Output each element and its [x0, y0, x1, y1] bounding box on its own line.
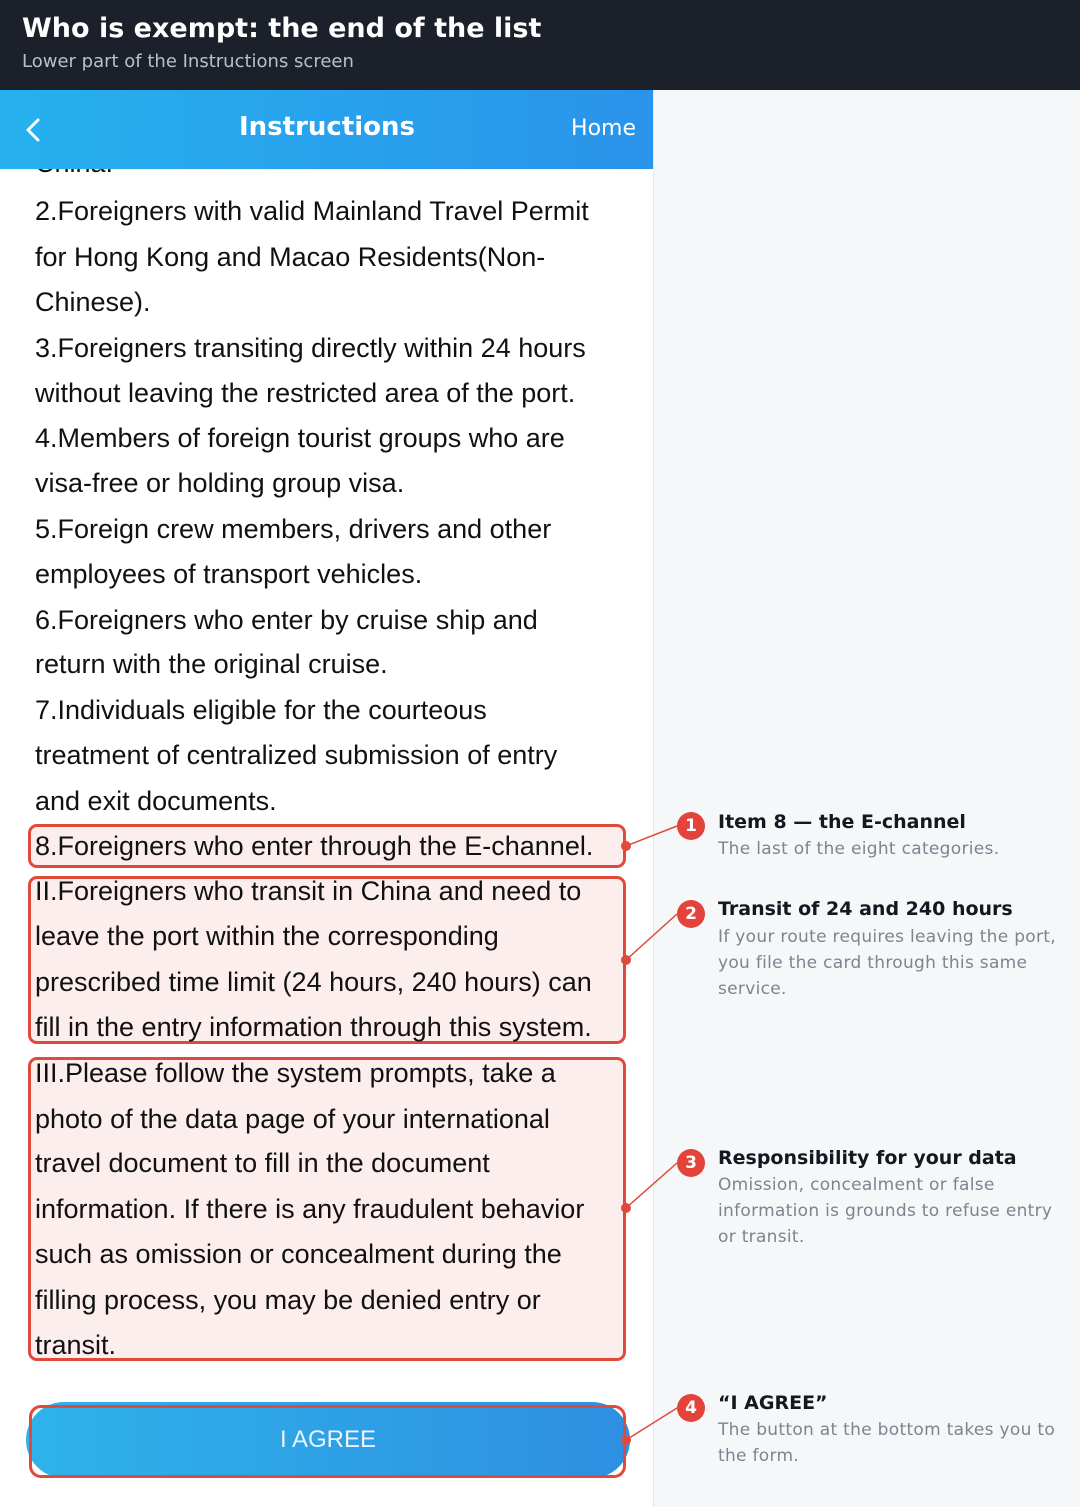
text-line: employees of transport vehicles.	[35, 559, 423, 589]
annotation-badge-2: 2	[677, 900, 705, 928]
text-line: treatment of centralized submission of entry	[35, 740, 558, 770]
nav-bar	[0, 90, 654, 169]
back-chevron-icon[interactable]	[22, 116, 46, 144]
header-title: Who is exempt: the end of the list	[22, 13, 542, 44]
text-line: transit.	[35, 1330, 117, 1360]
annotation-text-1: The last of the eight categories.	[718, 839, 1000, 859]
annotation-title-2: Transit of 24 and 240 hours	[718, 898, 1013, 920]
text-line: 6.Foreigners who enter by cruise ship and	[35, 605, 538, 635]
i-agree-button[interactable]: I AGREE	[26, 1402, 630, 1478]
connector-dot	[621, 1435, 631, 1445]
annotation-text-3: Omission, concealment or false information is grounds to refuse entry or transit.	[718, 1175, 1053, 1247]
text-line: 5.Foreign crew members, drivers and other	[35, 514, 552, 544]
connector-dot	[621, 841, 631, 851]
annotation-text-4: The button at the bottom takes you to the form.	[718, 1420, 1056, 1466]
text-line: leave the port within the corresponding	[35, 921, 499, 951]
text-line: 8.Foreigners who enter through the E-channel.	[35, 831, 594, 861]
text-line: information. If there is any fraudulent behavior	[35, 1194, 585, 1224]
text-line: Chinese).	[35, 287, 151, 317]
text-line: travel document to fill in the document	[35, 1148, 490, 1178]
home-link[interactable]: Home	[571, 116, 636, 141]
text-line: return with the original cruise.	[35, 649, 388, 679]
text-line: photo of the data page of your international	[35, 1104, 550, 1134]
annotation-badge-1: 1	[677, 812, 705, 840]
text-line: fill in the entry information through this system.	[35, 1012, 592, 1042]
text-line: visa-free or holding group visa.	[35, 468, 405, 498]
text-line: such as omission or concealment during the	[35, 1239, 562, 1269]
annotation-text-2: If your route requires leaving the port, you file the card through this same service.	[718, 927, 1056, 999]
annotation-badge-4: 4	[677, 1394, 705, 1422]
text-line: filling process, you may be denied entry or	[35, 1285, 541, 1315]
text-line: prescribed time limit (24 hours, 240 hours) can	[35, 967, 592, 997]
nav-title: Instructions	[238, 112, 416, 142]
text-line: for Hong Kong and Macao Residents(Non-	[35, 242, 546, 272]
connector-dot	[621, 1203, 631, 1213]
text-line: 7.Individuals eligible for the courteous	[35, 695, 487, 725]
text-line: without leaving the restricted area of the port.	[35, 378, 576, 408]
annotation-title-1: Item 8 — the E-channel	[718, 811, 966, 833]
connector-dot	[621, 955, 631, 965]
header-subtitle: Lower part of the Instructions screen	[22, 51, 354, 72]
phone-screen	[0, 90, 654, 1507]
text-line: III.Please follow the system prompts, take a	[35, 1058, 556, 1088]
annotation-badge-3: 3	[677, 1149, 705, 1177]
text-line: and exit documents.	[35, 786, 277, 816]
text-line: 4.Members of foreign tourist groups who are	[35, 423, 565, 453]
annotation-title-4: “I AGREE”	[718, 1392, 828, 1414]
header-bar	[0, 0, 1080, 90]
annotation-title-3: Responsibility for your data	[718, 1147, 1017, 1169]
text-line: 3.Foreigners transiting directly within 24 hours	[35, 333, 586, 363]
text-line: II.Foreigners who transit in China and need to	[35, 876, 582, 906]
text-line: 2.Foreigners with valid Mainland Travel Permit	[35, 196, 589, 226]
